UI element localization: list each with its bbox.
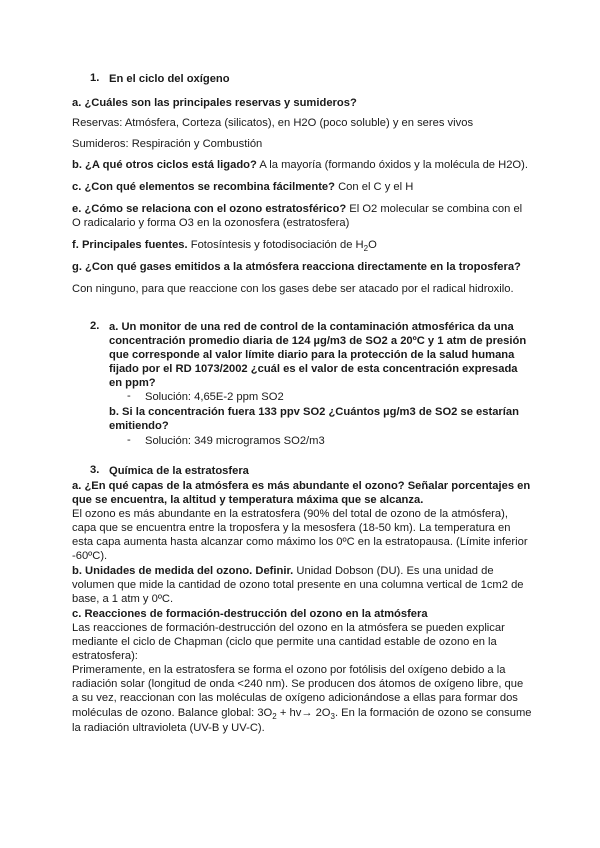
solution-2a: Solución: 4,65E-2 ppm SO2 <box>145 391 284 403</box>
question-3a-line2: que se encuentra, la altitud y temperatura máxima que se alcanza. <box>72 494 424 506</box>
subscript-2: 2 <box>272 712 277 722</box>
question-1g: g. ¿Con qué gases emitidos a la atmósfera reacciona directamente en la troposfera? <box>72 261 521 273</box>
section-3-title: Química de la estratosfera <box>109 465 249 477</box>
question-1b: b. ¿A qué otros ciclos está ligado? <box>72 159 257 171</box>
question-1a: a. ¿Cuáles son las principales reservas y sumideros? <box>72 97 357 109</box>
answer-3b-line2: volumen que mide la cantidad de ozono total presente en una columna vertical de 1cm2 de <box>72 579 524 591</box>
answer-1f-end: O <box>368 239 377 251</box>
answer-3c-line7-a: moléculas de ozono. Balance global: 3O <box>72 707 273 719</box>
answer-reservas: Reservas: Atmósfera, Corteza (silicatos), en H2O (poco soluble) y en seres vivos <box>72 117 474 129</box>
question-1c-line <box>72 180 413 194</box>
question-2b-line2: emitiendo? <box>109 420 169 432</box>
answer-1f: Fotosíntesis y fotodisociación de H <box>187 239 364 251</box>
question-1e-line <box>72 202 522 216</box>
question-3b-line <box>72 564 494 578</box>
section-3-number: 3. <box>90 464 100 476</box>
subscript-3: 3 <box>330 712 335 722</box>
solution-2b: Solución: 349 microgramos SO2/m3 <box>145 435 325 447</box>
bullet-dash: - <box>127 434 131 446</box>
answer-3a-line4: -60ºC). <box>72 550 108 562</box>
answer-3c-line5: radiación solar (longitud de onda <240 nm). Se producen dos átomos de oxígeno libre, que <box>72 678 524 690</box>
question-1e: e. ¿Cómo se relaciona con el ozono estratosférico? <box>72 203 347 215</box>
question-2a-line1: a. Un monitor de una red de control de la contaminación atmosférica da una <box>109 321 514 333</box>
section-1-title: En el ciclo del oxígeno <box>109 73 230 85</box>
answer-1e-part1: El O2 molecular se combina con el <box>346 203 523 215</box>
answer-3a-line3: esta capa aumenta hasta alcanzar como máximo los 0ºC en la estratopausa. (Límite inferior <box>72 536 528 548</box>
answer-1b: A la mayoría (formando óxidos y la molécula de H2O). <box>256 159 528 171</box>
answer-3b-line3: base, a 1 atm y 0ºC. <box>72 593 174 605</box>
answer-3c-line8: la radiación ultravioleta (UV-B y UV-C). <box>72 722 265 734</box>
answer-sumideros: Sumideros: Respiración y Combustión <box>72 138 263 150</box>
section-2-number: 2. <box>90 320 100 332</box>
question-1f: f. Principales fuentes. <box>72 239 188 251</box>
answer-1g: Con ninguno, para que reaccione con los gases debe ser atacado por el radical hidroxilo. <box>72 283 514 295</box>
question-1f-line <box>72 238 377 256</box>
answer-3c-line7-c: . En la formación de ozono se consume <box>334 707 532 719</box>
question-2a-line2: concentración promedio diaria de 124 µg/m3 de SO2 a 20ºC y 1 atm de presión <box>109 335 527 347</box>
answer-3b-part1: Unidad Dobson (DU). Es una unidad de <box>293 565 494 577</box>
question-3b: b. Unidades de medida del ozono. Definir. <box>72 565 294 577</box>
answer-3c-line3: estratosfera): <box>72 650 138 662</box>
bullet-dash: - <box>127 390 131 402</box>
answer-3c-line6: a su vez, reaccionan con las moléculas de oxígeno adicionándose a ellas para formar dos <box>72 692 518 704</box>
answer-1c: Con el C y el H <box>334 181 414 193</box>
answer-3c-line7-b: + hv→ 2O <box>276 707 331 719</box>
question-1c: c. ¿Con qué elementos se recombina fácilmente? <box>72 181 335 193</box>
answer-3a-line2: capa que se encuentra entre la troposfera y la mesosfera (18-50 km). La temperatura en <box>72 522 511 534</box>
answer-1f-subscript: 2 <box>363 244 369 254</box>
question-2a-line4: fijado por el RD 1073/2002 ¿cuál es el valor de esta concentración expresada <box>109 363 518 375</box>
question-2a-line5: en ppm? <box>109 377 156 389</box>
question-1b-line <box>72 158 528 172</box>
question-3c: c. Reacciones de formación-destrucción del ozono en la atmósfera <box>72 608 428 620</box>
answer-3c-line2: mediante el ciclo de Chapman (ciclo que permite una cantidad estable de ozono en la <box>72 636 497 648</box>
question-2a-line3: que corresponde al valor límite diario para la protección de la salud humana <box>109 349 515 361</box>
answer-3a-line1: El ozono es más abundante en la estratosfera (90% del total de ozono de la atmósfera), <box>72 508 508 520</box>
section-1-number: 1. <box>90 72 100 84</box>
question-2b-line1: b. Si la concentración fuera 133 ppv SO2 ¿Cuántos µg/m3 de SO2 se estarían <box>109 406 519 418</box>
answer-1e-part2: O radicalario y forma O3 en la ozonosfera (estratosfera) <box>72 217 350 229</box>
answer-3c-line4: Primeramente, en la estratosfera se forma el ozono por fotólisis del oxígeno debido a la <box>72 664 506 676</box>
answer-3c-line1: Las reacciones de formación-destrucción del ozono en la atmósfera se pueden explicar <box>72 622 505 634</box>
question-3a-line1: a. ¿En qué capas de la atmósfera es más abundante el ozono? Señalar porcentajes en <box>72 480 531 492</box>
